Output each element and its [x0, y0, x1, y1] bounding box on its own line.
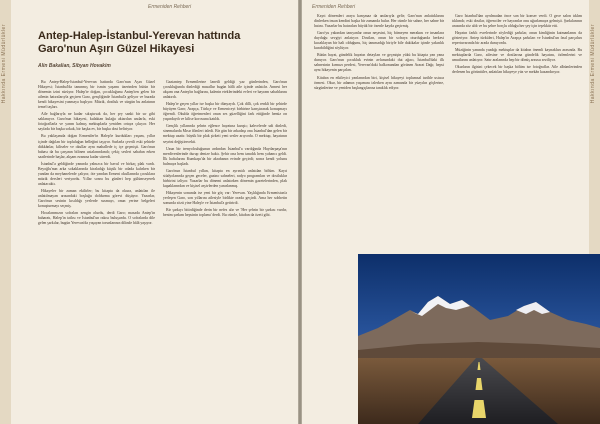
- left-column-1: [38, 80, 155, 418]
- paragraph: Hikayeler bir zaman ekilirler; bu kitapta da okura, anlatılan ile anlatılmayan arasındaki boşluğu doldurma görevi düşüyor. Yazarlar, Garo'nun sesinin kısıldığı yerlerde susmayı, onun yerine belgeleri konuşturmayı seçmiş.: [38, 188, 155, 209]
- photo-illustration: [358, 254, 600, 424]
- paragraph: Bir şarkıyı bitirdiğinde derin bir nefes alır ve 'Her şehrin bir şarkısı vardır, benim şarkım hepsinin toplamı' derdi. Bu cümle, kitabın da özeti gibi.: [163, 208, 287, 218]
- right-column-2: [452, 14, 582, 252]
- article-title: [38, 30, 293, 55]
- paragraph: Aile bağlarıyla ne kadar sıkıştırsak da, her şey sanki bir sır gibi saklanıyor. Garo'nun hikayesi, kulaktan kulağa aktarılan anılarla, eski fotoğraflarla ve yarım kalmış mektuplarla yeniden ortaya çıkıyor. Her sayfada bir başka sokak, bir başka ev, bir başka dost beliriyor.: [38, 112, 155, 132]
- paragraph: Uzun bir trenyolculuğunun ardından İstanbul'a vardığında Haydarpaşa'nın merdivenlerinde durup denize baktı. Şehir ona hem tanıdık hem yabancı geldi. İlk haftalarını Kumkapı'da bir akrabanın evinde geçirdi; sonra kendi yolunu bulmaya başladı.: [163, 146, 287, 166]
- paragraph: Kitabın en etkileyici yanlarından biri, kişisel hikayeyi toplumsal tarihle ustaca örmesi. Okur, bir adamın yaşamını izlerken aynı zamanda bir yüzyılın göçlerine, sürgünlerine ve yeniden başlangıçlarına tanıklık ediyor.: [314, 75, 444, 90]
- left-running-head: Ermeniden Rehberi: [148, 4, 192, 10]
- paragraph: Hocalarımızın sofraları zengin olurdu, derdi Garo; masada Antep'in baharatı, Halep'in tatlısı ve İstanbul'un rakısı buluşurdu. O sofralarda dile gelen şarkılar, bugün Yerevan'da yaşayan torunlarının dilinde hâlâ yaşıyor.: [38, 211, 155, 226]
- road-mountain-photo: [358, 254, 600, 424]
- paragraph: Hikayenin sonunda ise yeni bir göç var: Yerevan. Yaşlılığında Ermenistan'a yerleşen Garo, son yıllarını ailesiyle birlikte orada geçirdi. Ama her sohbetin sonunda sözü yine Halep'e ve İstanbul'a getirirdi.: [163, 190, 287, 206]
- left-page: [0, 0, 298, 424]
- paragraph: Kayıt dönemleri araya karışmaz da anılarıyla gelir; Garo'nun anlattıklarını dinlerken insan kendini başka bir zamanda bulur. Her cümle bir sahne, her sahne bir hatıra. Yazarlar bu hatıraları büyük bir özenle kayda geçirmiş.: [314, 14, 444, 29]
- paragraph: Garo'nun İstanbul yılları, kitapta en ayrıntılı anlatılan bölüm. Kayıt stüdyolarında geçen geceler, gazino sahneleri, radyo programları ve dostluklar birbirini izliyor. Yazarlar bu dönemi anlatırken dönemin gazetelerinden, plak kapaklarından ve kişisel arşivlerden yararlanmış.: [163, 168, 287, 188]
- paragraph: Bu yaklaşımda doğan Ermeniler'in Halep'te kurdukları yaşam, yıllar içinde dağılan bir topluluğun belleğini taşıyor. Surlarla çevrili eski şehirde dükkânlar, kiliseler ve okullar aynı mahallede iç içe geçmişti. Garo'nun babası da bu çarşının bilinen ustalarındandı; çekiç sesleri sabahın erken saatlerinde başlar, akşam ezanına kadar sürerdi.: [38, 134, 155, 159]
- right-running-head: Ermeniden Rehberi: [312, 4, 356, 10]
- right-column-1: [314, 14, 444, 252]
- right-side-tab-label: Hakkında Ermeni Müdürlükler: [590, 24, 596, 104]
- paragraph: Bu Antep-Halep-İstanbul-Yerevan hattında Garo'nun Aşırı Güzel Hikayesi; İstanbul'da tanınmış bir ismin yaşamı üzerinden bütün bir dönemin izini sürüyor. Halep'te doğan, çocukluğunu Antep'ten gelen bir ailenin hatıralarıyla geçiren Garo, gençliğinde İstanbul'a geliyor ve burada kendi hikayesini yazmaya başlıyor. Müzik, dostluk ve sürgün bu anlatının temel taşları.: [38, 80, 155, 110]
- title-line-2: Garo'nun Aşırı Güzel Hikayesi: [38, 42, 195, 55]
- article-authors: Alin Bakalian, Sibyan Hovakim: [38, 63, 111, 69]
- paragraph: Müziğinin yanında yazdığı mektuplar da kitabın önemli kaynakları arasında. Bu mektuplarda Garo, ailesine ve dostlarına gündelik hayatını, özlemlerini ve umutlarını anlatıyor. Satır aralarında hep bir dönüş arzusu seziliyor.: [452, 48, 582, 63]
- paragraph: Okurların ilgisini çekecek bir başka bölüm ise fotoğraflar. Aile albümlerinden derlenen bu görüntüler, anlatılan hikayeye yüz ve mekân kazandırıyor.: [452, 65, 582, 75]
- paragraph: İstanbul'a geldiğinde yanında yalnızca bir bavul ve birkaç plak vardı. Beyoğlu'nun arka sokaklarında kiraladığı küçük bir odada kalırken bir yandan da meyhanelerde çalıyor, öte yandan Ermeni okullarında çocuklara müzik dersleri veriyordu. Yıllar sonra bu günleri hep gülümseyerek anlatacaktı.: [38, 161, 155, 186]
- paragraph: Halep'te geçen yıllar ise başka bir dünyaydı. Çok dilli, çok renkli bir şehirde büyüyen Garo; Arapça, Türkçe ve Ermeniceyi birbirine karıştırarak konuşmayı öğrendi. Okulda öğretmenleri onun ses güzelliğini fark ettiğinde henüz on yaşındaydı ve kilise korosuna katıldı.: [163, 102, 287, 122]
- left-column-2: [163, 80, 287, 418]
- left-side-tab: [0, 0, 11, 424]
- paragraph: Gençlik yıllarında şehrin eğlence hayatına karıştı; kahvelerde udi dinledi, sinemalarda Mısır filmleri izledi. Bir gün bir arkadaşı ona İstanbul'dan gelen bir mektup uzattı: büyük bir plak şirketi yeni sesler arıyordu. O mektup, hayatının seyrini değiştirecekti.: [163, 124, 287, 144]
- paragraph: Garo'yu yakından tanıyanlar onun neşesini, hiç bitmeyen merakını ve insanlara duyduğu sevgiyi anlatıyor. Dostları, onun bir sofraya oturduğunda herkesi kucaklayan bir hali olduğunu, hiç tanımadığı biriyle bile dakikalar içinde yakınlık kurabildiğini söylüyor.: [314, 31, 444, 51]
- paragraph: Bütün hayat, gündelik hayatın detayları ve geçmişin yükü bu kitapta yan yana duruyor. Garo'nun çocukluk evinin avlusundaki dut ağacı, İstanbul'daki ilk sahnesinin kırmızı perdesi, Yerevan'daki balkonundan görünen Ararat Dağı; hepsi aynı hikayenin parçaları.: [314, 53, 444, 73]
- right-page: [302, 0, 600, 424]
- paragraph: Garo İstanbul'dan ayrılmadan önce son bir konser verdi. O gece salon tıklım tıklımdı; eski dostlar, öğrenciler ve hayranlar onu uğurlamaya gelmişti. Şarkılarının arasında söz aldı ve bu şehre borçlu olduğu her şey için teşekkür etti.: [452, 14, 582, 29]
- paragraph: Gaziantep Ermenilerine lanetli geldiği yaz günlerinden, Garo'nun çocukluğunda dinlediği masallar bugün hâlâ aile içinde anlatılır. Annesi her akşam ona Antep'in bağlarını, kalenin eteklerindeki evleri ve bayram sabahlarını anlatırdı.: [163, 80, 287, 100]
- title-line-1: Antep-Halep-İstanbul-Yerevan hattında: [38, 30, 241, 42]
- left-side-tab-label: Hakkında Ermeni Müdürlükler: [1, 24, 7, 104]
- paragraph: Hayatın farklı evrelerinde söylediği şarkılar, onun kimliğinin katmanlarını da gösteriyor. Antep türküleri, Halep'in Arapça şarkıları ve İstanbul'un fasıl parçaları repertuvarında bir arada duruyordu.: [452, 31, 582, 46]
